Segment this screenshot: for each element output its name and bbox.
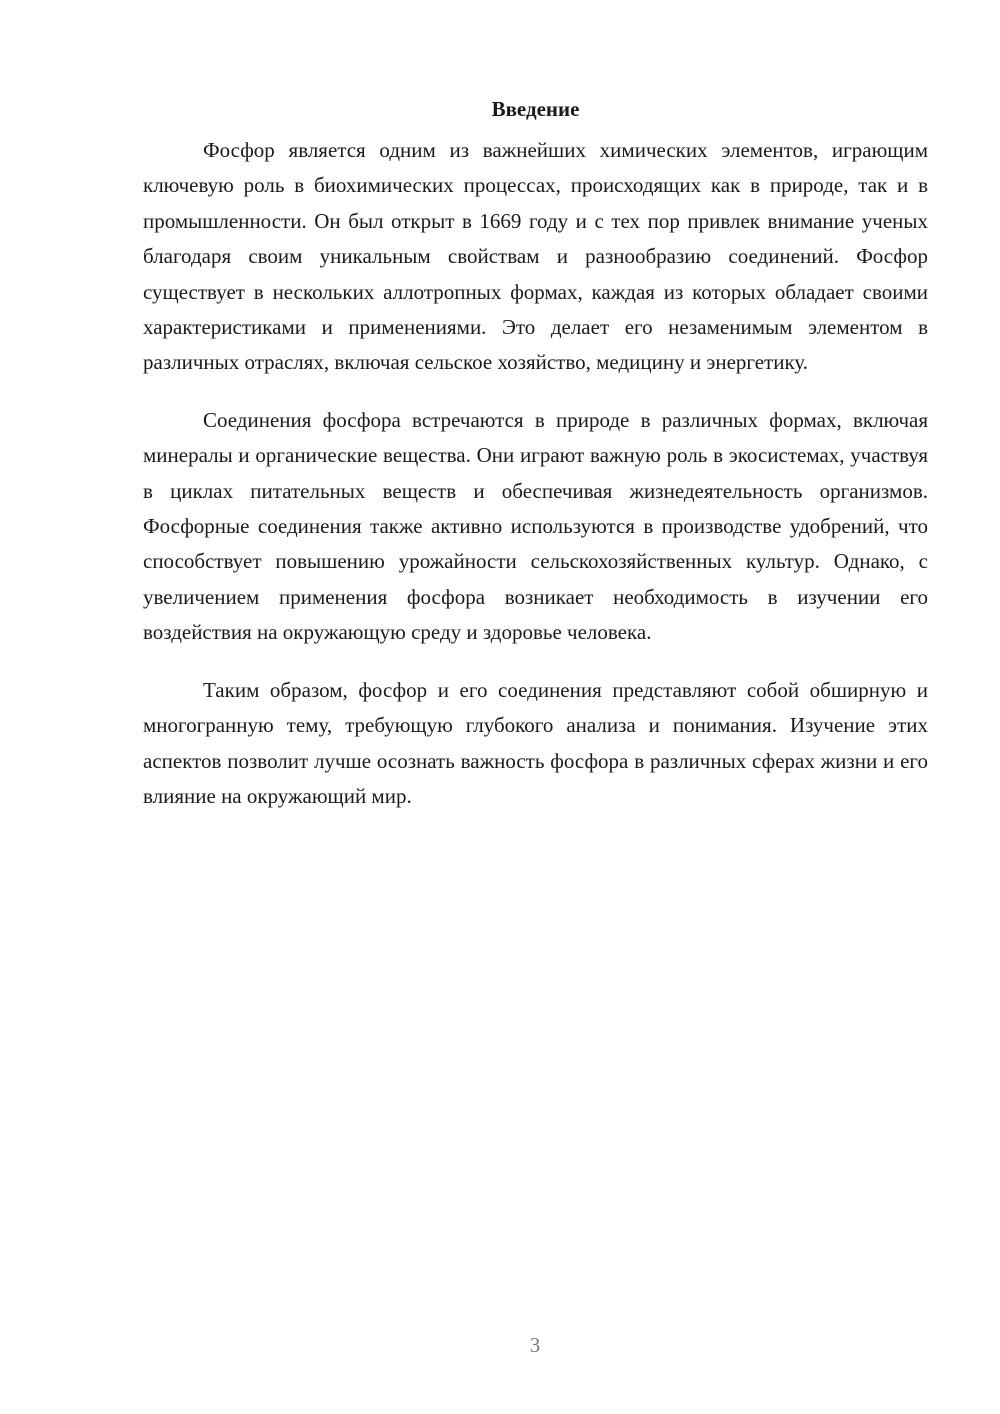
paragraph-3: Таким образом, фосфор и его соединения представляют собой обширную и многогранную тему, требующую глубокого анализа и понимания. Изучение этих аспектов позволит лучше осознать важность фосфора в различных сферах жизни и его влияние на окружающий мир. [143, 677, 928, 808]
page-content [143, 92, 928, 836]
page-number: 3 [529, 1333, 541, 1357]
section-title: Введение [491, 97, 580, 121]
paragraph-2: Соединения фосфора встречаются в природе в различных формах, включая минералы и органические вещества. Они играют важную роль в экосистемах, участвуя в циклах питательных веществ и обеспечивая жизнедеятельность организмов. Фосфорные соединения также активно используются в производстве удобрений, что способствует повышению урожайности сельскохозяйственных культур. Однако, с увеличением применения фосфора возникает необходимость в изучении его воздействия на окружающую среду и здоровье человека. [143, 407, 928, 645]
paragraph-1: Фосфор является одним из важнейших химических элементов, играющим ключевую роль в биохимических процессах, происходящих как в природе, так и в промышленности. Он был открыт в 1669 году и с тех пор привлек внимание ученых благодаря своим уникальным свойствам и разнообразию соединений. Фосфор существует в нескольких аллотропных формах, каждая из которых обладает своими характеристиками и применениями. Это делает его незаменимым элементом в различных отраслях, включая сельское хозяйство, медицину и энергетику. [143, 138, 928, 375]
